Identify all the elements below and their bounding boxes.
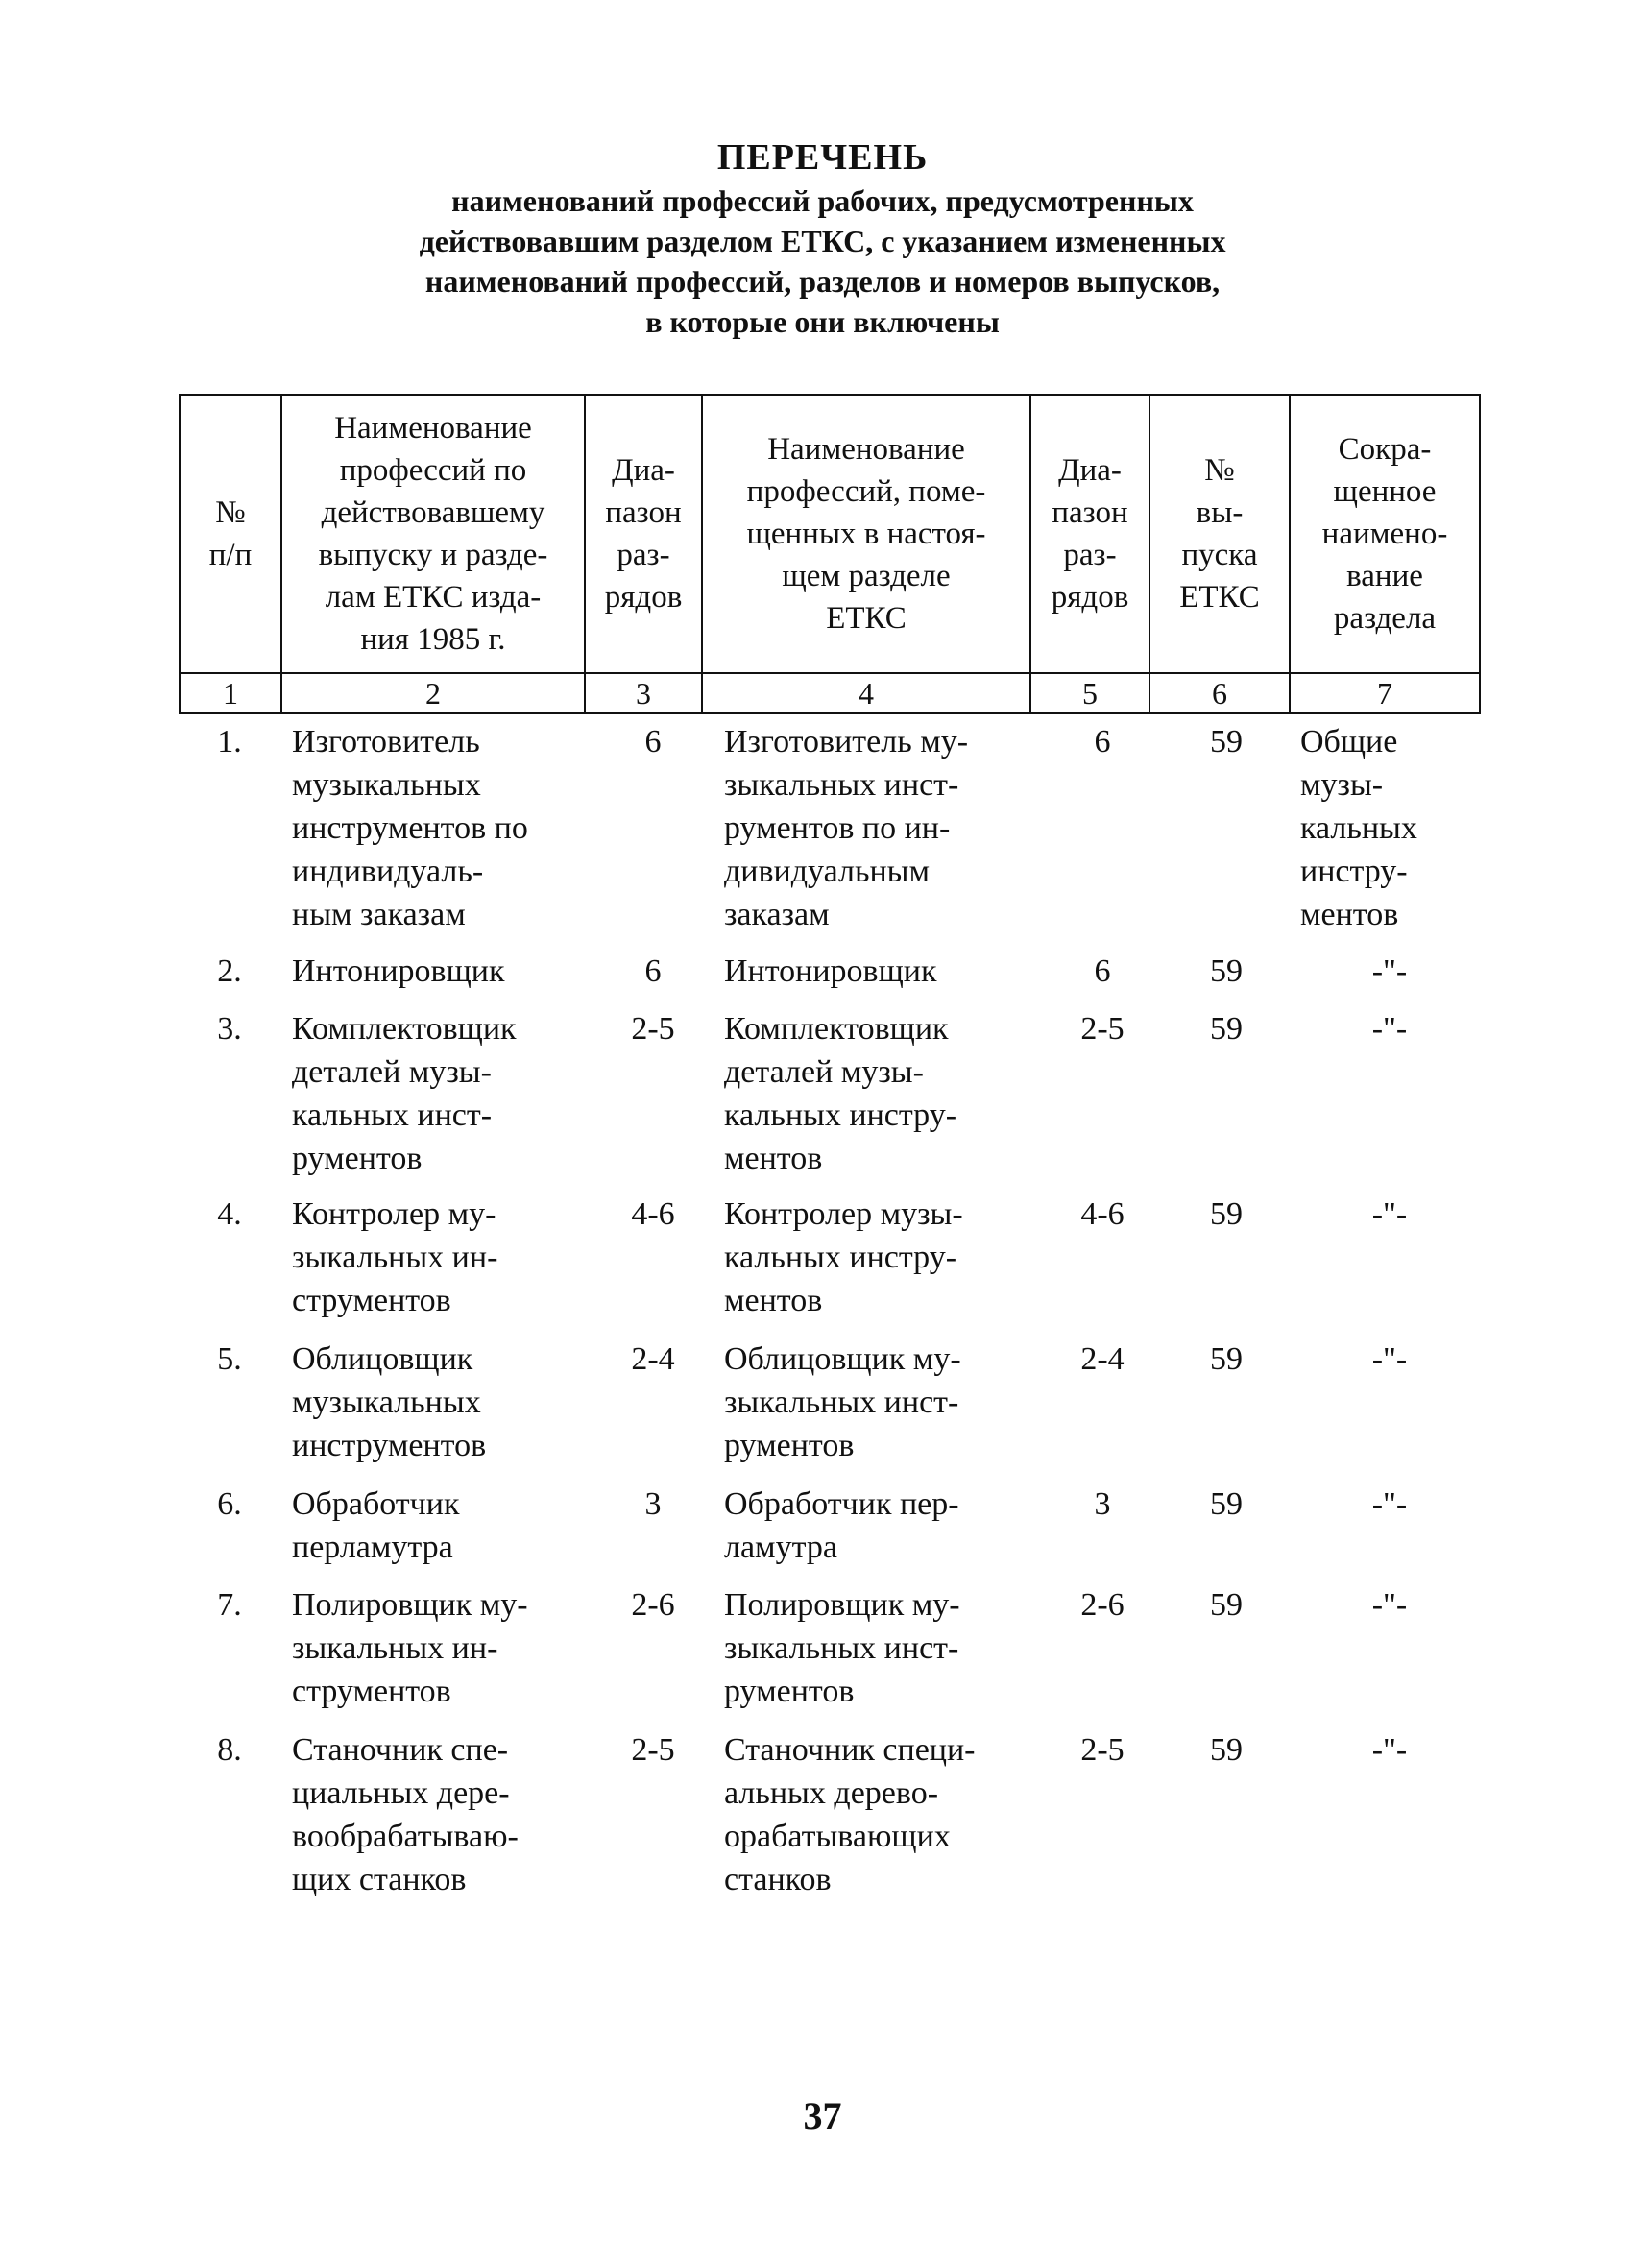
old-grade-range: 2-6: [631, 1587, 675, 1623]
row-number: 3.: [217, 1011, 242, 1047]
table-header: [179, 394, 1481, 714]
new-profession-name: Интонировщик: [724, 953, 937, 989]
new-profession-name: Комплектовщик деталей музы- кальных инстру- ментов: [724, 1011, 957, 1176]
old-grade-range: 6: [644, 953, 662, 989]
old-profession-name: Полировщик му- зыкальных ин- струментов: [292, 1587, 528, 1709]
title-line-1: наименований профессий рабочих, предусмотренных: [451, 183, 1194, 218]
column-number: 2: [281, 673, 585, 713]
issue-number: 59: [1210, 1732, 1243, 1768]
document-title: [0, 134, 1645, 342]
row-number: 6.: [217, 1486, 242, 1522]
old-profession-name: Комплектовщик деталей музы- кальных инст- рументов: [292, 1011, 517, 1176]
row-number: 7.: [217, 1587, 242, 1623]
page-number: 37: [803, 2094, 842, 2137]
column-number: 7: [1290, 673, 1480, 713]
old-grade-range: 2-4: [631, 1341, 675, 1377]
new-profession-name: Контролер музы- кальных инстру- ментов: [724, 1196, 963, 1318]
old-profession-name: Контролер му- зыкальных ин- струментов: [292, 1196, 498, 1318]
new-grade-range: 6: [1094, 953, 1111, 989]
old-grade-range: 6: [644, 724, 662, 760]
column-number: 6: [1149, 673, 1290, 713]
old-profession-name: Интонировщик: [292, 953, 505, 989]
issue-number: 59: [1210, 1011, 1243, 1047]
issue-number: 59: [1210, 724, 1243, 760]
title-line-3: наименований профессий, разделов и номеров выпусков,: [424, 264, 1221, 299]
row-number: 4.: [217, 1196, 242, 1232]
issue-number: 59: [1210, 1196, 1243, 1232]
new-grade-range: 4-6: [1080, 1196, 1125, 1232]
section-name: -"-: [1371, 1011, 1408, 1047]
header-cell-num: № п/п: [180, 395, 281, 673]
row-number: 8.: [217, 1732, 242, 1768]
new-grade-range: 6: [1094, 724, 1111, 760]
section-name: -"-: [1371, 1732, 1408, 1768]
column-number: 4: [702, 673, 1030, 713]
header-cell-new-name: Наименование профессий, поме- щенных в настоя- щем разделе ЕТКС: [702, 395, 1030, 673]
old-grade-range: 2-5: [631, 1011, 675, 1047]
section-name: -"-: [1371, 1341, 1408, 1377]
new-profession-name: Облицовщик му- зыкальных инст- рументов: [724, 1341, 961, 1463]
column-number: 5: [1030, 673, 1149, 713]
new-profession-name: Станочник специ- альных дерево- орабатывающих станков: [724, 1732, 976, 1897]
old-grade-range: 4-6: [631, 1196, 675, 1232]
old-profession-name: Станочник спе- циальных дере- вообрабатываю- щих станков: [292, 1732, 519, 1897]
issue-number: 59: [1210, 953, 1243, 989]
new-profession-name: Обработчик пер- ламутра: [724, 1486, 959, 1565]
header-cell-section: Сокра- щенное наимено- вание раздела: [1290, 395, 1480, 673]
new-grade-range: 2-5: [1080, 1732, 1125, 1768]
header-cell-new-range: Диа- пазон раз- рядов: [1030, 395, 1149, 673]
header-cell-issue: № вы- пуска ЕТКС: [1149, 395, 1290, 673]
new-profession-name: Полировщик му- зыкальных инст- рументов: [724, 1587, 960, 1709]
header-row: [180, 395, 1480, 673]
new-profession-name: Изготовитель му- зыкальных инст- рументов по ин- дивидуальным заказам: [724, 724, 969, 932]
header-cell-old-name: Наименование профессий по действовавшему выпуску и разде- лам ЕТКС изда- ния 1985 г.: [281, 395, 585, 673]
old-profession-name: Облицовщик музыкальных инструментов: [292, 1341, 487, 1463]
new-grade-range: 2-6: [1080, 1587, 1125, 1623]
title-main: ПЕРЕЧЕНЬ: [716, 137, 929, 178]
old-profession-name: Обработчик перламутра: [292, 1486, 460, 1565]
title-line-4: в которые они включены: [645, 304, 1000, 339]
header-cell-old-range: Диа- пазон раз- рядов: [585, 395, 702, 673]
row-number: 1.: [217, 724, 242, 760]
issue-number: 59: [1210, 1587, 1243, 1623]
section-name: -"-: [1371, 953, 1408, 989]
old-grade-range: 3: [644, 1486, 662, 1522]
issue-number: 59: [1210, 1486, 1243, 1522]
section-name: Общие музы- кальных инстру- ментов: [1300, 724, 1417, 932]
new-grade-range: 2-5: [1080, 1011, 1125, 1047]
column-number: 1: [180, 673, 281, 713]
title-line-2: действовавшим разделом ЕТКС, с указанием измененных: [419, 224, 1226, 258]
old-grade-range: 2-5: [631, 1732, 675, 1768]
row-number: 2.: [217, 953, 242, 989]
row-number: 5.: [217, 1341, 242, 1377]
issue-number: 59: [1210, 1341, 1243, 1377]
new-grade-range: 2-4: [1080, 1341, 1125, 1377]
column-number-row: [180, 673, 1480, 713]
section-name: -"-: [1371, 1196, 1408, 1232]
section-name: -"-: [1371, 1486, 1408, 1522]
section-name: -"-: [1371, 1587, 1408, 1623]
new-grade-range: 3: [1094, 1486, 1111, 1522]
old-profession-name: Изготовитель музыкальных инструментов по индивидуаль- ным заказам: [292, 724, 528, 932]
column-number: 3: [585, 673, 702, 713]
